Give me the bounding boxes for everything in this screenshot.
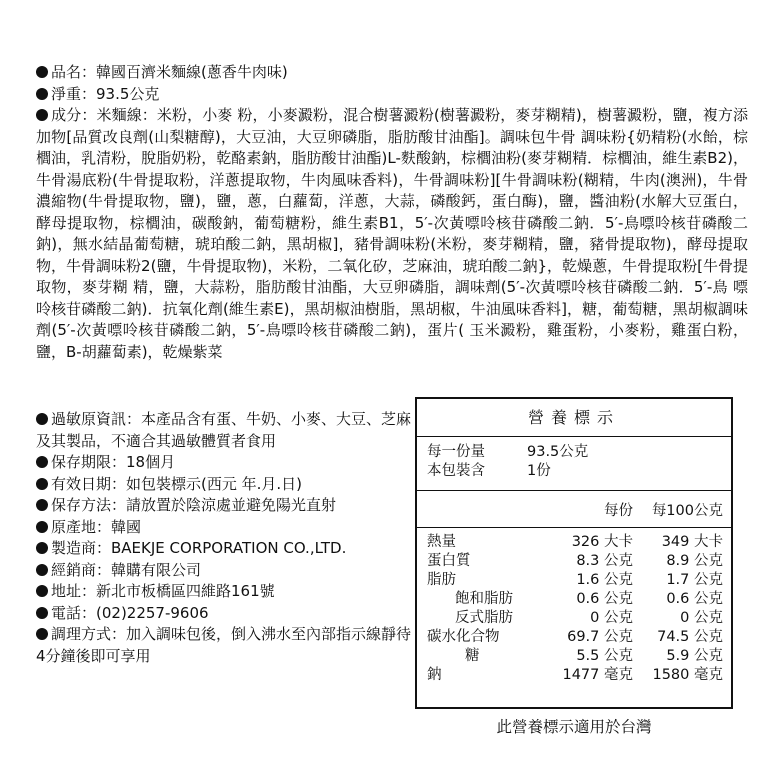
nutrient-per-serving: 5.5 公克 xyxy=(576,648,633,664)
phone: 電話：(02)2257-9606 xyxy=(51,603,209,622)
net-weight: 淨重：93.5公克 xyxy=(51,84,160,103)
ingredients-section xyxy=(36,62,748,363)
nutrient-per-100g: 0.6 公克 xyxy=(666,591,723,607)
product-info-section xyxy=(36,409,418,667)
nutrition-row xyxy=(427,666,723,685)
allergen-line xyxy=(36,409,418,452)
bullet-icon xyxy=(36,607,48,619)
nutrient-per-serving: 1477 毫克 xyxy=(562,667,633,683)
bullet-icon xyxy=(36,413,48,425)
allergen-info: 過敏原資訊：本產品含有蛋、牛奶、小麥、大豆、芝麻及其製品，不適合其過敏體質者食用 xyxy=(36,410,412,450)
nutrition-row xyxy=(427,609,723,628)
product-name-line xyxy=(36,62,748,84)
bullet-icon xyxy=(36,499,48,511)
expiry-date: 有效日期：如包裝標示(西元 年.月.日) xyxy=(51,474,303,493)
serving-info xyxy=(417,437,731,491)
address-line xyxy=(36,581,418,603)
bullet-icon xyxy=(36,564,48,576)
bullet-icon xyxy=(36,109,48,121)
storage-method: 保存方法：請放置於陰涼處並避免陽光直射 xyxy=(51,496,337,514)
nutrient-per-100g: 349 大卡 xyxy=(661,534,723,550)
product-name: 品名：韓國百濟米麵線(蔥香牛肉味) xyxy=(51,63,288,81)
nutrient-per-serving: 0 公克 xyxy=(590,610,633,626)
shelf-life: 保存期限：18個月 xyxy=(51,453,176,471)
nutrition-footnote: 此營養標示適用於台灣 xyxy=(496,718,652,736)
nutrient-name: 碳水化合物 xyxy=(427,629,500,645)
cooking-line xyxy=(36,624,418,667)
nutrition-row xyxy=(427,590,723,609)
per-serving-header: 每份 xyxy=(604,502,633,519)
nutrient-name: 鈉 xyxy=(427,667,442,683)
bullet-icon xyxy=(36,66,48,78)
nutrition-row xyxy=(427,552,723,571)
nutrition-row xyxy=(427,571,723,590)
bullet-icon xyxy=(36,585,48,597)
nutrient-per-serving: 0.6 公克 xyxy=(576,591,633,607)
origin: 原產地：韓國 xyxy=(51,517,142,536)
nutrient-name: 反式脂肪 xyxy=(455,610,513,626)
cooking-method: 調理方式：加入調味包後，倒入沸水至內部指示線靜待4分鐘後即可享用 xyxy=(36,625,412,665)
expiry-line xyxy=(36,474,418,496)
nutrient-name: 蛋白質 xyxy=(427,553,471,569)
nutrient-per-100g: 8.9 公克 xyxy=(666,553,723,569)
nutrient-per-serving: 1.6 公克 xyxy=(576,572,633,588)
bullet-icon xyxy=(36,456,48,468)
distributor-line xyxy=(36,560,418,582)
servings-per-pack-value: 1份 xyxy=(527,463,551,479)
phone-line xyxy=(36,603,418,625)
nutrient-name: 飽和脂肪 xyxy=(455,591,513,607)
bullet-icon xyxy=(36,521,48,533)
nutrient-per-100g: 5.9 公克 xyxy=(666,648,723,664)
nutrient-per-100g: 0 公克 xyxy=(680,610,723,626)
bullet-icon xyxy=(36,628,48,640)
serving-size-value: 93.5公克 xyxy=(527,444,589,460)
nutrition-title: 營養標示 xyxy=(417,399,731,437)
nutrition-row xyxy=(427,647,723,666)
nutrient-name: 脂肪 xyxy=(427,572,456,588)
bullet-icon xyxy=(36,88,48,100)
distributor: 經銷商：韓購有限公司 xyxy=(51,560,202,579)
nutrition-row xyxy=(427,628,723,647)
nutrient-per-100g: 1.7 公克 xyxy=(666,572,723,588)
nutrient-name: 熱量 xyxy=(427,534,456,550)
bullet-icon xyxy=(36,478,48,490)
servings-per-pack-label: 本包裝含 xyxy=(427,463,485,479)
ingredients-line xyxy=(36,105,748,363)
manufacturer-line xyxy=(36,538,418,560)
nutrient-name: 糖 xyxy=(465,648,480,664)
nutrient-per-100g: 1580 毫克 xyxy=(652,667,723,683)
nutrition-column-header xyxy=(417,491,731,528)
nutrient-per-serving: 8.3 公克 xyxy=(576,553,633,569)
per-100g-header: 每100公克 xyxy=(651,502,723,519)
nutrition-facts-table xyxy=(415,397,733,709)
nutrient-per-serving: 326 大卡 xyxy=(571,534,633,550)
ingredients-text: 成分：米麵線：米粉，小麥 粉，小麥澱粉，混合樹薯澱粉(樹薯澱粉，麥芽糊精)，樹薯澱粉，鹽，複方添加物[品質改良劑(山梨糖醇)，大豆油，大豆卵磷脂，脂肪酸甘油酯]。調味包牛骨 調味粉{奶精粉(水飴，棕櫚油，乳清粉，脫脂奶粉，乾酪素鈉，脂肪酸甘油酯)L-麩酸鈉，棕櫚油粉(麥芽糊精．棕櫚油，維生素B2)，牛骨湯底粉(牛骨提取粉，洋蔥提取物，牛肉風味香料)，牛骨調味粉][牛骨調味粉(糊精，牛肉(澳洲)，牛骨濃縮物(牛骨提取物，鹽)，鹽，蔥，白蘿蔔，洋蔥，大蒜，磷酸鈣，蛋白酶)，鹽，醬油粉(水解大豆蛋白，酵母提取物，棕櫚油，碳酸鈉，葡萄糖粉，維生素B1，5′-次黃嘌呤核苷磷酸二鈉．5′-鳥嘌呤核苷磷酸二鈉)，無水結晶葡萄糖，琥珀酸二鈉，黑胡椒]，豬骨調味粉(米粉，麥芽糊精，鹽，豬骨提取物)，酵母提取物，牛骨調味粉2(鹽，牛骨提取物)，米粉，二氧化矽，芝麻油，琥珀酸二鈉}，乾燥蔥，牛骨提取粉[牛骨提取物，麥芽糊 精，鹽，大蒜粉，脂肪酸甘油酯，大豆卵磷脂，調味劑(5′-次黃嘌呤核苷磷酸二鈉．5′-鳥 嘌呤核苷磷酸二鈉)．抗氧化劑(維生素E)，黑胡椒油樹脂，黑胡椒，牛油風味香料]，糖，葡萄糖，黑胡椒調味劑(5′-次黃嘌呤核苷磷酸二鈉，5′-鳥嘌呤核苷磷酸二鈉)，蛋片( 玉米澱粉，雞蛋粉，小麥粉，雞蛋白粉，鹽，B-胡蘿蔔素)，乾燥紫菜 xyxy=(36,106,748,361)
shelf-life-line xyxy=(36,452,418,474)
serving-size-label: 每一份量 xyxy=(427,444,485,460)
storage-line xyxy=(36,495,418,517)
origin-line xyxy=(36,517,418,539)
nutrient-per-100g: 74.5 公克 xyxy=(657,629,723,645)
manufacturer: 製造商：BAEKJE CORPORATION CO.,LTD. xyxy=(51,539,347,557)
address: 地址：新北市板橋區四維路161號 xyxy=(51,582,275,600)
bullet-icon xyxy=(36,542,48,554)
net-weight-line xyxy=(36,84,748,106)
nutrition-row xyxy=(427,533,723,552)
nutrition-rows xyxy=(417,528,731,685)
nutrient-per-serving: 69.7 公克 xyxy=(567,629,633,645)
